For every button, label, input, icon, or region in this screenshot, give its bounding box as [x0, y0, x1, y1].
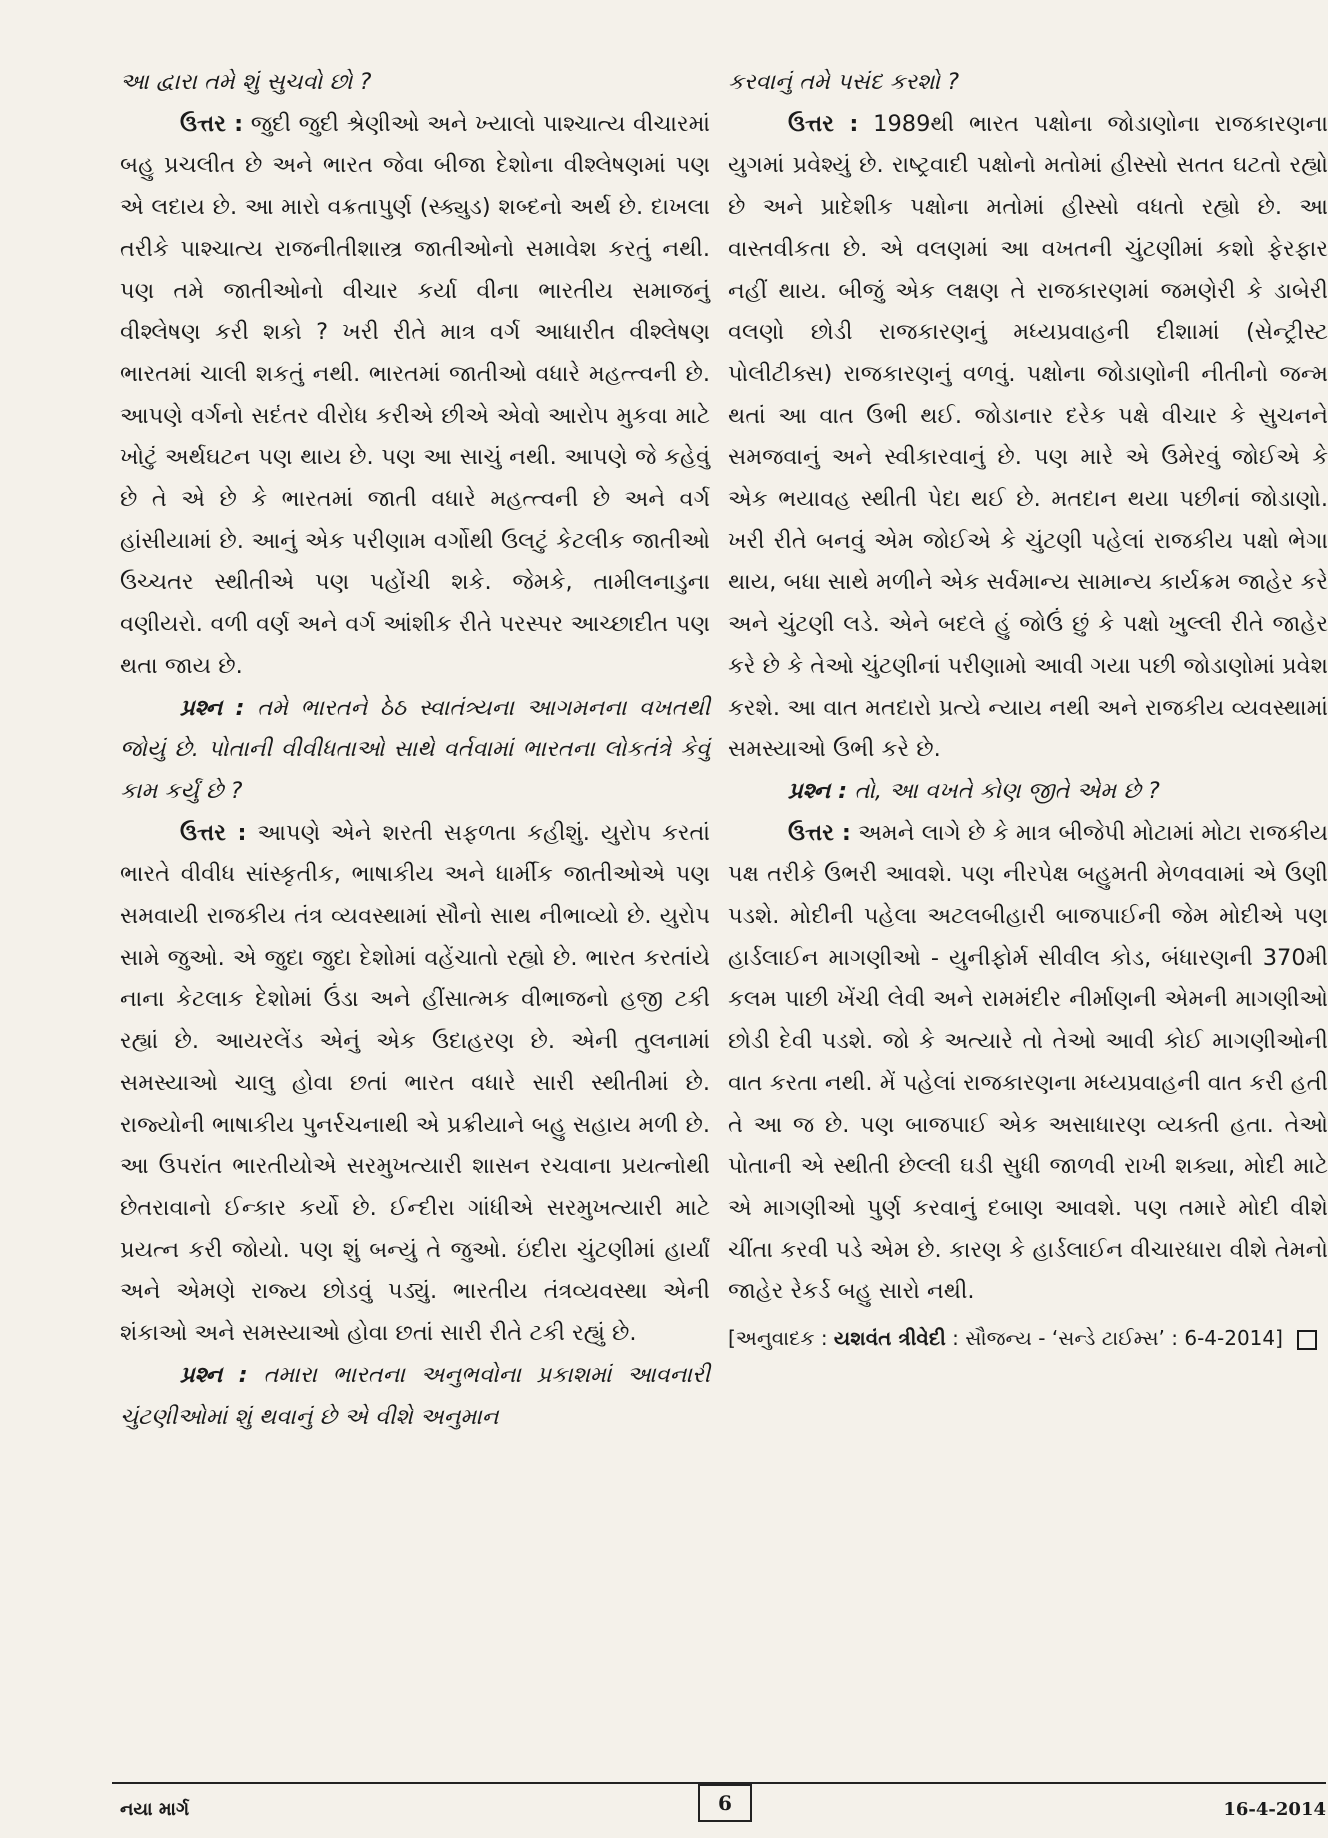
left-column — [120, 62, 710, 1752]
end-of-article-box-icon — [1297, 1330, 1317, 1350]
question-continuation: કરવાનું તમે પસંદ કરશો ? — [728, 69, 960, 95]
answer-text: આપણે એને શરતી સફળતા કહીશું. યુરોપ કરતાં ભારતે વીવીધ સાંસ્કૃતીક, ભાષાકીય અને ધાર્મીક જાતીઓએ પણ સમવાયી રાજકીય તંત્ર વ્યવસ્થામાં સૌનો સાથ નીભાવ્યો છે. યુરોપ સામે જુઓ. એ જુદા જુદા દેશોમાં વહેંચાતો રહ્યો છે. ભારત કરતાંયે નાના કેટલાક દેશોમાં ઉંડા અને હીંસાત્મક વીભાજનો હજી ટકી રહ્યાં છે. આયરલેંડ એનું એક ઉદાહરણ છે. એની તુલનામાં સમસ્યાઓ ચાલુ હોવા છતાં ભારત વધારે સારી સ્થીતીમાં છે. રાજ્યોની ભાષાકીય પુનર્રચનાથી એ પ્રક્રીયાને બહુ સહાય મળી છે. આ ઉપરાંત ભારતીયોએ સરમુખત્યારી શાસન રચવાના પ્રયત્નોથી છેતરાવાનો ઈન્કાર કર્યો છે. ઈન્દીરા ગાંધીએ સરમુખત્યારી માટે પ્રયત્ન કરી જોયો. પણ શું બન્યું તે જુઓ. ઇંદીરા ચુંટણીમાં હાર્યાં અને એમણે રાજ્ય છોડવું પડ્યું. ભારતીય તંત્રવ્યવસ્થા એની શંકાઓ અને સમસ્યાઓ હોવા છતાં સારી રીતે ટકી રહ્યું છે. — [120, 819, 710, 1347]
publication-name: નયા માર્ગ — [120, 1799, 190, 1820]
question-paragraph — [120, 688, 710, 813]
credit-prefix: [અનુવાદક : — [728, 1326, 834, 1351]
question-text: તમે ભારતને ઠેઠ સ્વાતંત્ર્યના આગમનના વખતથી જોયું છે. પોતાની વીવીધતાઓ સાથે વર્તવામાં ભારતના લોકતંત્રે કેવું કામ કર્યું છે ? — [120, 694, 711, 804]
answer-paragraph — [728, 813, 1328, 1313]
question-label: પ્રશ્ન : — [788, 777, 848, 804]
answer-text: જુદી જુદી શ્રેણીઓ અને ખ્યાલો પાશ્ચાત્ય વીચારમાં બહુ પ્રચલીત છે અને ભારત જેવા બીજા દેશોના વીશ્લેષણમાં પણ એ લદાય છે. આ મારો વક્રતાપુર્ણ (સ્ક્યુડ) શબ્દનો અર્થ છે. દાખલા તરીકે પાશ્ચાત્ય રાજનીતીશાસ્ત્ર જાતીઓનો સમાવેશ કરતું નથી. પણ તમે જાતીઓનો વીચાર કર્યા વીના ભારતીય સમાજનું વીશ્લેષણ કરી શકો ? ખરી રીતે માત્ર વર્ગ આધારીત વીશ્લેષણ ભારતમાં ચાલી શકતું નથી. ભારતમાં જાતીઓ વધારે મહત્ત્વની છે. આપણે વર્ગનો સદંતર વીરોધ કરીએ છીએ એવો આરોપ મુકવા માટે ખોટું અર્થઘટન પણ થાય છે. પણ આ સાચું નથી. આપણે જે કહેવું છે તે એ છે કે ભારતમાં જાતી વધારે મહત્ત્વની છે અને વર્ગ હાંસીયામાં છે. આનું એક પરીણામ વર્ગોથી ઉલટું કેટલીક જાતીઓ ઉચ્ચતર સ્થીતીએ પણ પહોંચી શકે. જેમકે, તામીલનાડુના વણીયરો. વળી વર્ણ અને વર્ગ આંશીક રીતે પરસ્પર આચ્છાદીત પણ થતા જાય છે. — [120, 110, 710, 679]
answer-label: ઉત્તર : — [180, 110, 244, 137]
credit-suffix: : સૌજન્ય - ‘સન્ડે ટાઈમ્સ’ : 6-4-2014] — [945, 1326, 1283, 1351]
question-label: પ્રશ્ન : — [180, 694, 245, 721]
answer-label: ઉત્તર : — [788, 819, 851, 846]
page-footer — [112, 1792, 1326, 1828]
answer-label: ઉત્તર : — [788, 110, 859, 137]
answer-paragraph — [728, 104, 1328, 771]
right-column — [728, 62, 1328, 1752]
translator-name: યશવંત ત્રીવેદી — [833, 1326, 946, 1351]
answer-paragraph — [120, 813, 710, 1355]
answer-text: 1989થી ભારત પક્ષોના જોડાણોના રાજકારણના યુગમાં પ્રવેશ્યું છે. રાષ્ટ્રવાદી પક્ષોનો મતોમાં હીસ્સો સતત ઘટતો રહ્યો છે અને પ્રાદેશીક પક્ષોના મતોમાં હીસ્સો વધતો રહ્યો છે. આ વાસ્તવીકતા છે. એ વલણમાં આ વખતની ચુંટણીમાં કશો ફેરફાર નહીં થાય. બીજું એક લક્ષણ તે રાજકારણમાં જમણેરી કે ડાબેરી વલણો છોડી રાજકારણનું મધ્યપ્રવાહની દીશામાં (સેન્ટ્રીસ્ટ પોલીટીક્સ) રાજકારણનું વળવું. પક્ષોના જોડાણોની નીતીનો જન્મ થતાં આ વાત ઉભી થઈ. જોડાનાર દરેક પક્ષે વીચાર કે સુચનને સમજવાનું અને સ્વીકારવાનું છે. પણ મારે એ ઉમેરવું જોઈએ કે એક ભયાવહ સ્થીતી પેદા થઈ છે. મતદાન થયા પછીનાં જોડાણો. ખરી રીતે બનવું એમ જોઈએ કે ચુંટણી પહેલાં રાજકીય પક્ષો ભેગા થાય, બધા સાથે મળીને એક સર્વમાન્ય સામાન્ય કાર્યક્રમ જાહેર કરે અને ચુંટણી લડે. એને બદલે હું જોઉં છું કે પક્ષો ખુલ્લી રીતે જાહેર કરે છે કે તેઓ ચુંટણીનાં પરીણામો આવી ગયા પછી જોડાણોમાં પ્રવેશ કરશે. આ વાત મતદારો પ્રત્યે ન્યાય નથી અને રાજકીય વ્યવસ્થામાં સમસ્યાઓ ઉભી કરે છે. — [728, 110, 1328, 763]
page-number: 6 — [698, 1784, 752, 1822]
question-continuation: આ દ્વારા તમે શું સુચવો છો ? — [120, 69, 372, 95]
answer-text: અમને લાગે છે કે માત્ર બીજેપી મોટામાં મોટા રાજકીય પક્ષ તરીકે ઉભરી આવશે. પણ નીરપેક્ષ બહુમતી મેળવવામાં એ ઉણી પડશે. મોદીની પહેલા અટલબીહારી બાજપાઈની જેમ મોદીએ પણ હાર્ડલાઈન માગણીઓ - યુનીફોર્મ સીવીલ કોડ, બંધારણની 370મી કલમ પાછી ખેંચી લેવી અને રામમંદીર નીર્માણની એમની માગણીઓ છોડી દેવી પડશે. જો કે અત્યારે તો તેઓ આવી કોઈ માગણીઓની વાત કરતા નથી. મેં પહેલાં રાજકારણના મધ્યપ્રવાહની વાત કરી હતી તે આ જ છે. પણ બાજપાઈ એક અસાધારણ વ્યક્તી હતા. તેઓ પોતાની એ સ્થીતી છેલ્લી ઘડી સુધી જાળવી રાખી શક્યા, મોદી માટે એ માગણીઓ પુર્ણ કરવાનું દબાણ આવશે. પણ તમારે મોદી વીશે ચીંતા કરવી પડે એમ છે. કારણ કે હાર્ડલાઈન વીચારધારા વીશે તેમનો જાહેર રેકર્ડ બહુ સારો નથી. — [728, 819, 1328, 1305]
answer-paragraph — [120, 104, 710, 688]
question-text: તો, આ વખતે કોણ જીતે એમ છે ? — [854, 777, 1160, 804]
answer-label: ઉત્તર : — [180, 819, 247, 846]
question-paragraph — [728, 771, 1328, 813]
question-paragraph — [120, 1355, 710, 1438]
question-text: તમારા ભારતના અનુભવોના પ્રકાશમાં આવનારી ચુંટણીઓમાં શું થવાનું છે એ વીશે અનુમાન — [120, 1361, 711, 1430]
translation-credit — [728, 1319, 1328, 1357]
issue-date: 16-4-2014 — [1223, 1799, 1326, 1820]
question-label: પ્રશ્ન : — [180, 1361, 248, 1388]
